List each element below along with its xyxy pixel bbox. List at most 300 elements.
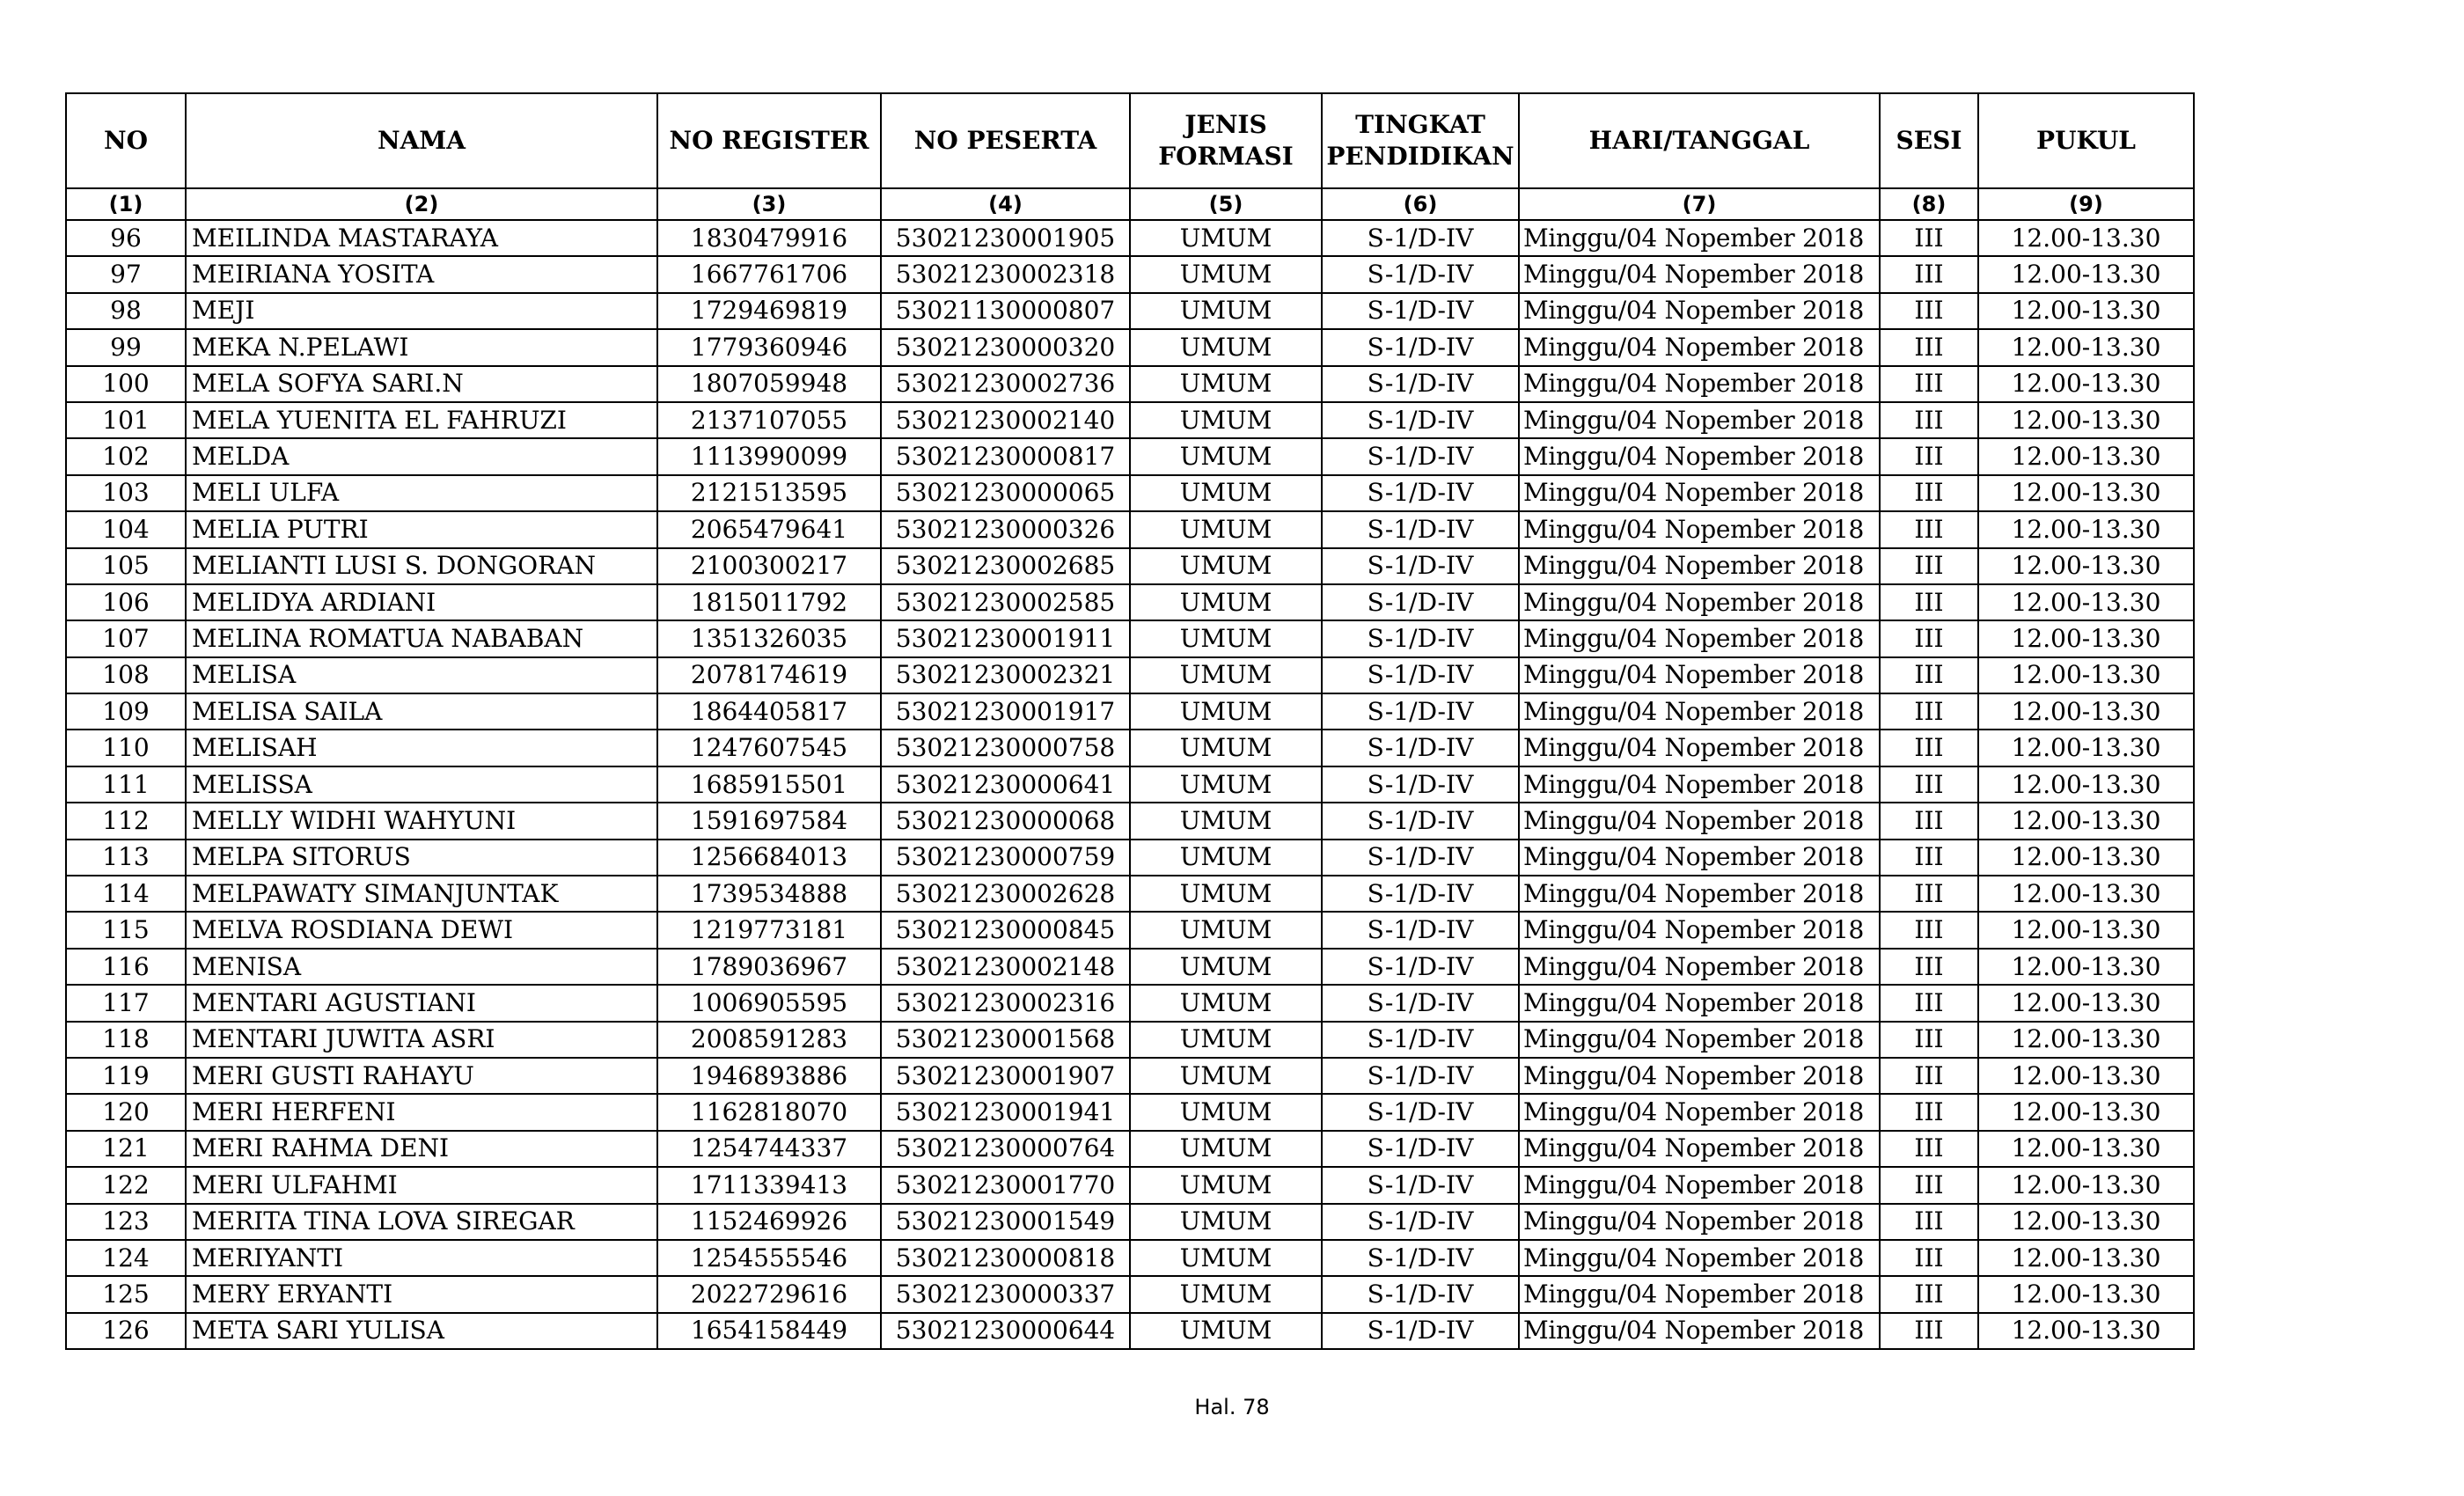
column-index: (7) (1519, 188, 1880, 220)
cell-tingkat-pendidikan: S-1/D-IV (1322, 1204, 1519, 1240)
cell-no: 115 (66, 912, 186, 948)
cell-jenis-formasi: UMUM (1130, 1058, 1322, 1094)
cell-no: 120 (66, 1094, 186, 1130)
table-header (66, 93, 2194, 220)
table-row (66, 293, 2194, 329)
participant-table (65, 92, 2195, 1350)
cell-sesi: III (1880, 657, 1978, 693)
cell-tingkat-pendidikan: S-1/D-IV (1322, 693, 1519, 730)
cell-no-register: 1254555546 (657, 1240, 881, 1276)
header-nama: NAMA (186, 93, 657, 188)
cell-sesi: III (1880, 876, 1978, 912)
table-row (66, 1204, 2194, 1240)
cell-no-peserta: 53021230000817 (881, 438, 1130, 474)
cell-pukul: 12.00-13.30 (1978, 1131, 2194, 1167)
cell-sesi: III (1880, 256, 1978, 292)
cell-hari-tanggal: Minggu/04 Nopember 2018 (1519, 1240, 1880, 1276)
column-index: (5) (1130, 188, 1322, 220)
cell-sesi: III (1880, 475, 1978, 511)
cell-no-register: 1807059948 (657, 366, 881, 402)
cell-jenis-formasi: UMUM (1130, 949, 1322, 985)
column-index: (1) (66, 188, 186, 220)
table-row (66, 475, 2194, 511)
cell-no-register: 1667761706 (657, 256, 881, 292)
cell-no: 104 (66, 511, 186, 547)
cell-no-peserta: 53021230002316 (881, 985, 1130, 1021)
cell-pukul: 12.00-13.30 (1978, 657, 2194, 693)
cell-nama: MELDA (186, 438, 657, 474)
participant-table-container (65, 92, 2193, 1350)
column-index: (9) (1978, 188, 2194, 220)
cell-hari-tanggal: Minggu/04 Nopember 2018 (1519, 620, 1880, 656)
cell-jenis-formasi: UMUM (1130, 438, 1322, 474)
cell-tingkat-pendidikan: S-1/D-IV (1322, 1022, 1519, 1058)
cell-pukul: 12.00-13.30 (1978, 293, 2194, 329)
table-row (66, 803, 2194, 839)
cell-tingkat-pendidikan: S-1/D-IV (1322, 1240, 1519, 1276)
cell-pukul: 12.00-13.30 (1978, 256, 2194, 292)
cell-no: 119 (66, 1058, 186, 1094)
cell-no-peserta: 53021230000641 (881, 766, 1130, 803)
cell-jenis-formasi: UMUM (1130, 220, 1322, 256)
cell-no-peserta: 53021230000644 (881, 1313, 1130, 1349)
cell-no-register: 1864405817 (657, 693, 881, 730)
cell-tingkat-pendidikan: S-1/D-IV (1322, 366, 1519, 402)
cell-no: 124 (66, 1240, 186, 1276)
cell-pukul: 12.00-13.30 (1978, 730, 2194, 766)
table-row (66, 220, 2194, 256)
cell-no: 101 (66, 402, 186, 438)
cell-hari-tanggal: Minggu/04 Nopember 2018 (1519, 366, 1880, 402)
cell-tingkat-pendidikan: S-1/D-IV (1322, 985, 1519, 1021)
cell-no: 126 (66, 1313, 186, 1349)
cell-hari-tanggal: Minggu/04 Nopember 2018 (1519, 730, 1880, 766)
table-row (66, 402, 2194, 438)
cell-pukul: 12.00-13.30 (1978, 1022, 2194, 1058)
cell-no-peserta: 53021230000764 (881, 1131, 1130, 1167)
cell-sesi: III (1880, 511, 1978, 547)
column-index: (4) (881, 188, 1130, 220)
cell-no-register: 1711339413 (657, 1167, 881, 1203)
cell-nama: MERY ERYANTI (186, 1276, 657, 1312)
cell-pukul: 12.00-13.30 (1978, 475, 2194, 511)
cell-hari-tanggal: Minggu/04 Nopember 2018 (1519, 438, 1880, 474)
cell-no-register: 1006905595 (657, 985, 881, 1021)
table-row (66, 1276, 2194, 1312)
cell-nama: MEKA N.PELAWI (186, 329, 657, 365)
cell-jenis-formasi: UMUM (1130, 985, 1322, 1021)
cell-no-peserta: 53021230002585 (881, 584, 1130, 620)
cell-no-peserta: 53021230000337 (881, 1276, 1130, 1312)
cell-nama: MEILINDA MASTARAYA (186, 220, 657, 256)
cell-no-peserta: 53021230000065 (881, 475, 1130, 511)
cell-no: 113 (66, 840, 186, 876)
cell-no: 122 (66, 1167, 186, 1203)
cell-no-peserta: 53021230001549 (881, 1204, 1130, 1240)
cell-pukul: 12.00-13.30 (1978, 949, 2194, 985)
cell-no-register: 1654158449 (657, 1313, 881, 1349)
header-tingkat-pendidikan: TINGKAT PENDIDIKAN (1322, 93, 1519, 188)
column-index: (6) (1322, 188, 1519, 220)
cell-sesi: III (1880, 803, 1978, 839)
cell-hari-tanggal: Minggu/04 Nopember 2018 (1519, 402, 1880, 438)
column-index: (2) (186, 188, 657, 220)
cell-hari-tanggal: Minggu/04 Nopember 2018 (1519, 1058, 1880, 1094)
cell-no-peserta: 53021230001568 (881, 1022, 1130, 1058)
cell-sesi: III (1880, 730, 1978, 766)
cell-tingkat-pendidikan: S-1/D-IV (1322, 1094, 1519, 1130)
cell-tingkat-pendidikan: S-1/D-IV (1322, 1167, 1519, 1203)
cell-nama: MELISAH (186, 730, 657, 766)
cell-nama: MELPAWATY SIMANJUNTAK (186, 876, 657, 912)
cell-tingkat-pendidikan: S-1/D-IV (1322, 220, 1519, 256)
cell-no-register: 1162818070 (657, 1094, 881, 1130)
cell-no: 121 (66, 1131, 186, 1167)
cell-no-peserta: 53021230001911 (881, 620, 1130, 656)
cell-nama: MEIRIANA YOSITA (186, 256, 657, 292)
cell-no: 102 (66, 438, 186, 474)
cell-no-peserta: 53021230002736 (881, 366, 1130, 402)
cell-no-register: 2137107055 (657, 402, 881, 438)
cell-jenis-formasi: UMUM (1130, 293, 1322, 329)
table-row (66, 985, 2194, 1021)
cell-nama: MELVA ROSDIANA DEWI (186, 912, 657, 948)
cell-pukul: 12.00-13.30 (1978, 402, 2194, 438)
cell-no: 103 (66, 475, 186, 511)
table-row (66, 730, 2194, 766)
table-row (66, 766, 2194, 803)
cell-jenis-formasi: UMUM (1130, 620, 1322, 656)
table-row (66, 1022, 2194, 1058)
cell-jenis-formasi: UMUM (1130, 766, 1322, 803)
cell-pukul: 12.00-13.30 (1978, 1313, 2194, 1349)
cell-hari-tanggal: Minggu/04 Nopember 2018 (1519, 912, 1880, 948)
cell-sesi: III (1880, 840, 1978, 876)
cell-sesi: III (1880, 366, 1978, 402)
cell-no: 105 (66, 548, 186, 584)
cell-sesi: III (1880, 1276, 1978, 1312)
cell-nama: MELLY WIDHI WAHYUNI (186, 803, 657, 839)
cell-no-register: 1351326035 (657, 620, 881, 656)
cell-sesi: III (1880, 584, 1978, 620)
cell-tingkat-pendidikan: S-1/D-IV (1322, 511, 1519, 547)
cell-sesi: III (1880, 1167, 1978, 1203)
table-row (66, 840, 2194, 876)
cell-sesi: III (1880, 402, 1978, 438)
cell-nama: MELISA (186, 657, 657, 693)
cell-hari-tanggal: Minggu/04 Nopember 2018 (1519, 840, 1880, 876)
cell-tingkat-pendidikan: S-1/D-IV (1322, 803, 1519, 839)
cell-jenis-formasi: UMUM (1130, 730, 1322, 766)
cell-nama: META SARI YULISA (186, 1313, 657, 1349)
cell-jenis-formasi: UMUM (1130, 475, 1322, 511)
cell-no-register: 1685915501 (657, 766, 881, 803)
cell-hari-tanggal: Minggu/04 Nopember 2018 (1519, 657, 1880, 693)
cell-no: 100 (66, 366, 186, 402)
header-hari-tanggal: HARI/TANGGAL (1519, 93, 1880, 188)
cell-no: 109 (66, 693, 186, 730)
header-no-peserta: NO PESERTA (881, 93, 1130, 188)
cell-tingkat-pendidikan: S-1/D-IV (1322, 766, 1519, 803)
cell-pukul: 12.00-13.30 (1978, 511, 2194, 547)
cell-pukul: 12.00-13.30 (1978, 803, 2194, 839)
cell-pukul: 12.00-13.30 (1978, 985, 2194, 1021)
cell-hari-tanggal: Minggu/04 Nopember 2018 (1519, 985, 1880, 1021)
cell-nama: MELI ULFA (186, 475, 657, 511)
cell-no: 116 (66, 949, 186, 985)
cell-hari-tanggal: Minggu/04 Nopember 2018 (1519, 1313, 1880, 1349)
cell-hari-tanggal: Minggu/04 Nopember 2018 (1519, 949, 1880, 985)
cell-jenis-formasi: UMUM (1130, 1167, 1322, 1203)
cell-no-peserta: 53021130000807 (881, 293, 1130, 329)
cell-no: 118 (66, 1022, 186, 1058)
cell-sesi: III (1880, 293, 1978, 329)
cell-nama: MENTARI JUWITA ASRI (186, 1022, 657, 1058)
cell-no-register: 2078174619 (657, 657, 881, 693)
cell-nama: MELISSA (186, 766, 657, 803)
cell-jenis-formasi: UMUM (1130, 912, 1322, 948)
cell-nama: MENISA (186, 949, 657, 985)
cell-tingkat-pendidikan: S-1/D-IV (1322, 657, 1519, 693)
cell-nama: MELA SOFYA SARI.N (186, 366, 657, 402)
cell-jenis-formasi: UMUM (1130, 1313, 1322, 1349)
cell-jenis-formasi: UMUM (1130, 584, 1322, 620)
cell-tingkat-pendidikan: S-1/D-IV (1322, 329, 1519, 365)
cell-nama: MERI HERFENI (186, 1094, 657, 1130)
cell-no-register: 1739534888 (657, 876, 881, 912)
cell-tingkat-pendidikan: S-1/D-IV (1322, 1131, 1519, 1167)
cell-nama: MELISA SAILA (186, 693, 657, 730)
cell-tingkat-pendidikan: S-1/D-IV (1322, 840, 1519, 876)
cell-pukul: 12.00-13.30 (1978, 1204, 2194, 1240)
cell-no: 110 (66, 730, 186, 766)
cell-no-register: 2121513595 (657, 475, 881, 511)
cell-hari-tanggal: Minggu/04 Nopember 2018 (1519, 511, 1880, 547)
cell-tingkat-pendidikan: S-1/D-IV (1322, 584, 1519, 620)
cell-jenis-formasi: UMUM (1130, 657, 1322, 693)
cell-jenis-formasi: UMUM (1130, 402, 1322, 438)
cell-no-register: 2100300217 (657, 548, 881, 584)
cell-no-peserta: 53021230002321 (881, 657, 1130, 693)
cell-tingkat-pendidikan: S-1/D-IV (1322, 293, 1519, 329)
cell-no: 97 (66, 256, 186, 292)
cell-pukul: 12.00-13.30 (1978, 438, 2194, 474)
cell-hari-tanggal: Minggu/04 Nopember 2018 (1519, 584, 1880, 620)
table-row (66, 657, 2194, 693)
cell-no-register: 1247607545 (657, 730, 881, 766)
cell-pukul: 12.00-13.30 (1978, 366, 2194, 402)
cell-no: 108 (66, 657, 186, 693)
cell-sesi: III (1880, 548, 1978, 584)
table-row (66, 1058, 2194, 1094)
cell-sesi: III (1880, 1058, 1978, 1094)
cell-no: 112 (66, 803, 186, 839)
cell-jenis-formasi: UMUM (1130, 511, 1322, 547)
cell-hari-tanggal: Minggu/04 Nopember 2018 (1519, 876, 1880, 912)
cell-tingkat-pendidikan: S-1/D-IV (1322, 620, 1519, 656)
table-row (66, 620, 2194, 656)
cell-no-register: 1729469819 (657, 293, 881, 329)
cell-jenis-formasi: UMUM (1130, 366, 1322, 402)
table-body (66, 220, 2194, 1349)
table-row (66, 949, 2194, 985)
header-no: NO (66, 93, 186, 188)
table-row (66, 548, 2194, 584)
cell-pukul: 12.00-13.30 (1978, 1276, 2194, 1312)
cell-jenis-formasi: UMUM (1130, 803, 1322, 839)
cell-tingkat-pendidikan: S-1/D-IV (1322, 438, 1519, 474)
cell-no-peserta: 53021230001770 (881, 1167, 1130, 1203)
cell-nama: MERI ULFAHMI (186, 1167, 657, 1203)
table-row (66, 1131, 2194, 1167)
cell-no-register: 1815011792 (657, 584, 881, 620)
cell-sesi: III (1880, 438, 1978, 474)
cell-pukul: 12.00-13.30 (1978, 620, 2194, 656)
cell-tingkat-pendidikan: S-1/D-IV (1322, 475, 1519, 511)
table-row (66, 366, 2194, 402)
cell-no-register: 2022729616 (657, 1276, 881, 1312)
cell-tingkat-pendidikan: S-1/D-IV (1322, 1276, 1519, 1312)
table-row (66, 584, 2194, 620)
cell-sesi: III (1880, 1204, 1978, 1240)
cell-no-register: 1779360946 (657, 329, 881, 365)
cell-hari-tanggal: Minggu/04 Nopember 2018 (1519, 1276, 1880, 1312)
header-sesi: SESI (1880, 93, 1978, 188)
cell-pukul: 12.00-13.30 (1978, 1058, 2194, 1094)
cell-sesi: III (1880, 1131, 1978, 1167)
cell-no: 106 (66, 584, 186, 620)
cell-jenis-formasi: UMUM (1130, 1094, 1322, 1130)
cell-no-register: 1830479916 (657, 220, 881, 256)
cell-nama: MERIYANTI (186, 1240, 657, 1276)
cell-tingkat-pendidikan: S-1/D-IV (1322, 1313, 1519, 1349)
cell-no-register: 1256684013 (657, 840, 881, 876)
cell-no-register: 1591697584 (657, 803, 881, 839)
cell-jenis-formasi: UMUM (1130, 840, 1322, 876)
cell-pukul: 12.00-13.30 (1978, 840, 2194, 876)
cell-pukul: 12.00-13.30 (1978, 548, 2194, 584)
cell-no-peserta: 53021230002685 (881, 548, 1130, 584)
cell-no-peserta: 53021230000326 (881, 511, 1130, 547)
cell-sesi: III (1880, 1094, 1978, 1130)
cell-sesi: III (1880, 1240, 1978, 1276)
cell-tingkat-pendidikan: S-1/D-IV (1322, 256, 1519, 292)
cell-pukul: 12.00-13.30 (1978, 766, 2194, 803)
cell-jenis-formasi: UMUM (1130, 876, 1322, 912)
cell-no-register: 1219773181 (657, 912, 881, 948)
cell-sesi: III (1880, 949, 1978, 985)
cell-no-peserta: 53021230000759 (881, 840, 1130, 876)
cell-no-register: 1152469926 (657, 1204, 881, 1240)
header-jenis-formasi: JENIS FORMASI (1130, 93, 1322, 188)
cell-pukul: 12.00-13.30 (1978, 912, 2194, 948)
cell-tingkat-pendidikan: S-1/D-IV (1322, 1058, 1519, 1094)
cell-no-peserta: 53021230002628 (881, 876, 1130, 912)
cell-hari-tanggal: Minggu/04 Nopember 2018 (1519, 548, 1880, 584)
cell-sesi: III (1880, 693, 1978, 730)
page-number: Hal. 78 (1194, 1395, 1270, 1419)
table-row (66, 1094, 2194, 1130)
cell-sesi: III (1880, 1313, 1978, 1349)
cell-no-peserta: 53021230000818 (881, 1240, 1130, 1276)
cell-sesi: III (1880, 912, 1978, 948)
cell-pukul: 12.00-13.30 (1978, 1240, 2194, 1276)
cell-no-peserta: 53021230001907 (881, 1058, 1130, 1094)
cell-tingkat-pendidikan: S-1/D-IV (1322, 730, 1519, 766)
cell-hari-tanggal: Minggu/04 Nopember 2018 (1519, 475, 1880, 511)
cell-jenis-formasi: UMUM (1130, 1240, 1322, 1276)
table-row (66, 329, 2194, 365)
cell-sesi: III (1880, 329, 1978, 365)
table-row (66, 1313, 2194, 1349)
cell-no-register: 2008591283 (657, 1022, 881, 1058)
cell-no-register: 1113990099 (657, 438, 881, 474)
table-row (66, 693, 2194, 730)
cell-pukul: 12.00-13.30 (1978, 693, 2194, 730)
cell-no-register: 1946893886 (657, 1058, 881, 1094)
cell-sesi: III (1880, 985, 1978, 1021)
cell-jenis-formasi: UMUM (1130, 256, 1322, 292)
column-index: (8) (1880, 188, 1978, 220)
cell-no-peserta: 53021230000320 (881, 329, 1130, 365)
cell-no: 107 (66, 620, 186, 656)
cell-jenis-formasi: UMUM (1130, 1022, 1322, 1058)
cell-pukul: 12.00-13.30 (1978, 876, 2194, 912)
cell-nama: MEJI (186, 293, 657, 329)
cell-pukul: 12.00-13.30 (1978, 1167, 2194, 1203)
cell-nama: MELPA SITORUS (186, 840, 657, 876)
cell-no-register: 1789036967 (657, 949, 881, 985)
cell-pukul: 12.00-13.30 (1978, 329, 2194, 365)
cell-tingkat-pendidikan: S-1/D-IV (1322, 402, 1519, 438)
cell-hari-tanggal: Minggu/04 Nopember 2018 (1519, 693, 1880, 730)
header-pukul: PUKUL (1978, 93, 2194, 188)
cell-no: 111 (66, 766, 186, 803)
cell-jenis-formasi: UMUM (1130, 329, 1322, 365)
cell-tingkat-pendidikan: S-1/D-IV (1322, 548, 1519, 584)
column-index-row (66, 188, 2194, 220)
cell-hari-tanggal: Minggu/04 Nopember 2018 (1519, 220, 1880, 256)
cell-hari-tanggal: Minggu/04 Nopember 2018 (1519, 1022, 1880, 1058)
cell-pukul: 12.00-13.30 (1978, 1094, 2194, 1130)
cell-hari-tanggal: Minggu/04 Nopember 2018 (1519, 766, 1880, 803)
cell-no: 125 (66, 1276, 186, 1312)
cell-nama: MERITA TINA LOVA SIREGAR (186, 1204, 657, 1240)
table-row (66, 876, 2194, 912)
cell-jenis-formasi: UMUM (1130, 1276, 1322, 1312)
cell-no-register: 2065479641 (657, 511, 881, 547)
cell-no: 99 (66, 329, 186, 365)
cell-hari-tanggal: Minggu/04 Nopember 2018 (1519, 1094, 1880, 1130)
cell-sesi: III (1880, 766, 1978, 803)
cell-no: 96 (66, 220, 186, 256)
cell-nama: MELIDYA ARDIANI (186, 584, 657, 620)
header-no-register: NO REGISTER (657, 93, 881, 188)
cell-no: 117 (66, 985, 186, 1021)
cell-jenis-formasi: UMUM (1130, 1131, 1322, 1167)
cell-hari-tanggal: Minggu/04 Nopember 2018 (1519, 1167, 1880, 1203)
cell-pukul: 12.00-13.30 (1978, 584, 2194, 620)
cell-nama: MENTARI AGUSTIANI (186, 985, 657, 1021)
header-row (66, 93, 2194, 188)
cell-no-peserta: 53021230000068 (881, 803, 1130, 839)
column-index: (3) (657, 188, 881, 220)
cell-pukul: 12.00-13.30 (1978, 220, 2194, 256)
cell-no-peserta: 53021230000758 (881, 730, 1130, 766)
cell-no-register: 1254744337 (657, 1131, 881, 1167)
table-row (66, 1167, 2194, 1203)
table-row (66, 256, 2194, 292)
